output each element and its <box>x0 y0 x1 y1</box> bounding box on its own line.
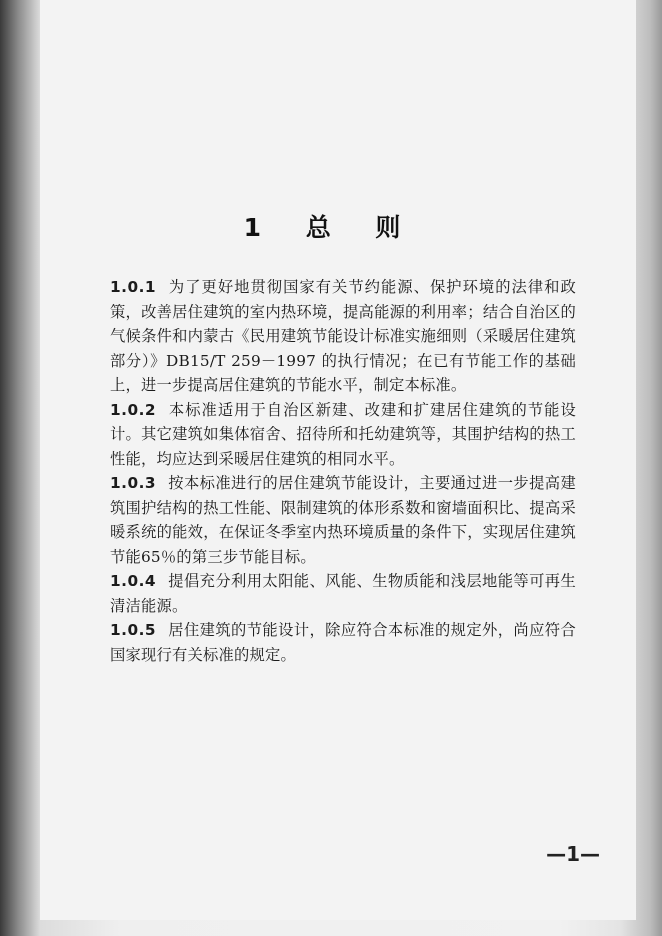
clause-text: 提倡充分利用太阳能、风能、生物质能和浅层地能等可再生清洁能源。 <box>110 572 576 615</box>
clause-1-0-3 <box>110 471 576 569</box>
clause-text: 本标准适用于自治区新建、改建和扩建居住建筑的节能设计。其它建筑如集体宿舍、招待所和托幼建筑等，其围护结构的热工性能，均应达到采暖居住建筑的相同水平。 <box>110 400 576 468</box>
clause-number: 1.0.1 <box>110 278 157 296</box>
clause-number: 1.0.3 <box>110 474 157 492</box>
clause-1-0-4 <box>110 569 576 618</box>
clause-1-0-2 <box>110 398 576 472</box>
clause-text: 按本标准进行的居住建筑节能设计，主要通过进一步提高建筑围护结构的热工性能、限制建筑的体形系数和窗墙面积比、提高采暖系统的能效，在保证冬季室内热环境质量的条件下，实现居住建筑节能65％的第三步节能目标。 <box>110 474 576 566</box>
clause-number: 1.0.4 <box>110 572 157 590</box>
clause-1-0-5 <box>110 618 576 667</box>
clause-1-0-1 <box>110 275 576 398</box>
clause-number: 1.0.5 <box>110 621 157 639</box>
clause-number: 1.0.2 <box>110 400 157 419</box>
clause-text: 为了更好地贯彻国家有关节约能源、保护环境的法律和政策，改善居住建筑的室内热环境，提高能源的利用率；结合自治区的气候条件和内蒙古《民用建筑节能设计标准实施细则（采暖居住建筑部分）》DB15/T 259－1997 的执行情况；在已有节能工作的基础上，进一步提高居住建筑的节能水平，制定本标准。 <box>110 278 576 394</box>
page-number: —1— <box>546 842 600 866</box>
page-title: 1 总 则 <box>243 213 419 242</box>
clause-text: 居住建筑的节能设计，除应符合本标准的规定外，尚应符合国家现行有关标准的规定。 <box>110 621 576 664</box>
clause-list <box>110 275 576 667</box>
